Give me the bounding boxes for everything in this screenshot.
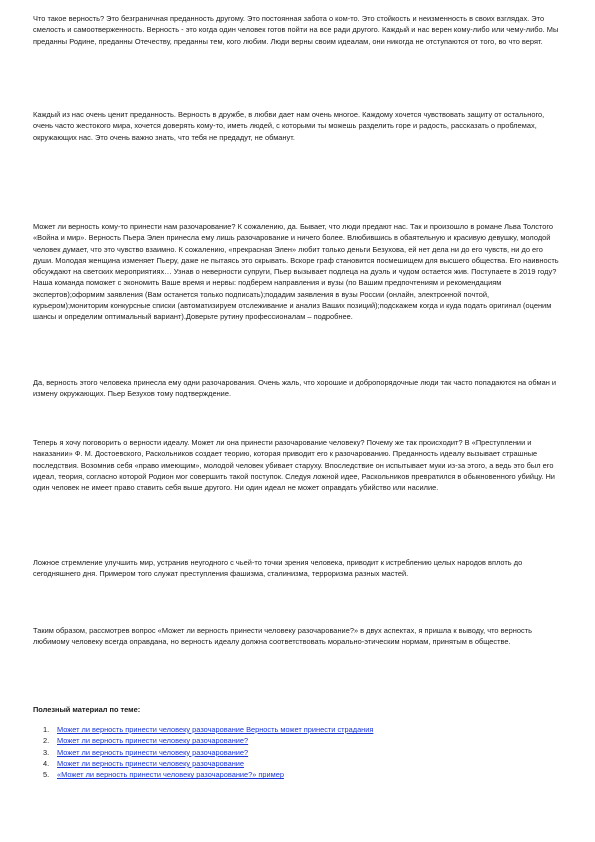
- paragraph-false-aspiration: Ложное стремление улучшить мир, устранив неугодного с чьей-то точки зрения человека, приводит к истреблению целых народов вплоть до сегодняшнего дня. Примером того служат преступления фашизма, сталинизма, терроризма разных мастей.: [33, 558, 523, 579]
- list-number: 1.: [43, 725, 50, 734]
- list-item: [33, 769, 373, 780]
- list-item: [33, 735, 373, 746]
- useful-link-4[interactable]: Может ли верность принести человеку разочарование: [57, 758, 245, 768]
- useful-link-3[interactable]: Может ли верность принести человеку разочарование?: [57, 747, 249, 757]
- useful-material-heading: Полезный материал по теме:: [33, 705, 141, 714]
- paragraph-war-and-peace: Может ли верность кому-то принести нам разочарование? К сожалению, да. Бывает, что люди предают нас. Так и произошло в романе Льва Толстого «Война и мир». Верность Пьера Элен принесла ему лишь разочарование и ничего более. Влюбившись в обаятельную и красивую девушку, молодой человек думает, что это чувство взаимно. К сожалению, «прекрасная Элен» любит только деньги Безухова, ей нет дела ни до его чувств, ни до его души. Молодая женщина изменяет Пьеру, даже не пытаясь это скрывать. Вскоре граф становится посмешищем для высшего общества. Его наивность обсуждают на светских мероприятиях… Узнав о неверности супруги, Пьер вызывает подлеца на дуэль и чудом остается жив. Поступаете в 2019 году? Наша команда поможет с экономить Ваше время и нервы: подберем направления и вузы (по Вашим предпочтениям и рекомендациям экспертов);оформим заявления (Вам останется только подписать);подадим заявления в вузы России (онлайн, электронной почтой, курьером);мониторим конкурсные списки (автоматизируем отслеживание и анализ Ваших позиций);подскажем когда и куда подать оригинал (оценим шансы и определим оптимальный вариант).Доверьте рутину профессионалам – подробнее.: [33, 222, 559, 321]
- paragraph-conclusion: Таким образом, рассмотрев вопрос «Может ли верность принести человеку разочарование?» в двух аспектах, я пришла к выводу, что верность любимому человеку всегда оправдана, но верность идеалу должна соответствовать морально-этическим нормам, принятым в обществе.: [33, 626, 532, 647]
- list-item: [33, 758, 373, 769]
- useful-links-list: [33, 724, 373, 780]
- list-number: 2.: [43, 736, 50, 746]
- list-number: 3.: [43, 747, 50, 757]
- list-number: 4.: [43, 758, 50, 768]
- useful-link-1[interactable]: Может ли верность принести человеку разочарование Верность может принести страдания: [57, 725, 374, 734]
- useful-link-2[interactable]: Может ли верность принести человеку разочарование?: [57, 736, 249, 746]
- list-item: [33, 747, 373, 758]
- useful-link-5[interactable]: «Может ли верность принести человеку разочарование?» пример: [57, 770, 284, 780]
- list-number: 5.: [43, 770, 50, 780]
- list-item: [33, 724, 373, 735]
- paragraph-pierre: Да, верность этого человека принесла ему одни разочарования. Очень жаль, что хорошие и добропорядочные люди так часто попадаются на обман и измену окружающих. Пьер Безухов тому подтверждение.: [33, 378, 557, 399]
- paragraph-intro: Что такое верность? Это безграничная преданность другому. Это постоянная забота о ком-то. Это стойкость и неизменность в своих взглядах. Это смелость и самоотверженность. Верность - это когда один человек готов пойти на все ради другого. Каждый и нас верен кому-либо или чему-либо. Мы преданны Родине, преданны Отечеству, преданны тем, кого любим. Люди верны своим идеалам, они никогда не отступаются от того, во что верят.: [33, 14, 559, 46]
- paragraph-devotion: Каждый из нас очень ценит преданность. Верность в дружбе, в любви дает нам очень многое. Каждому хочется чувствовать защиту от остального, очень часто жестокого мира, хочется доверять кому-то, иметь людей, с которыми ты можешь разделить горе и радость, рассказать о проблемах, окружающих нас. Это очень важно знать, что тебя не предадут, не обманут.: [33, 110, 545, 142]
- paragraph-ideal: Теперь я хочу поговорить о верности идеалу. Может ли она принести разочарование человеку? Почему же так происходит? В «Преступлении и наказании» Ф. М. Достоевского, Раскольников создает теорию, которая приводит его к разочарованию. Преданность идеалу вызывает страшные последствия. Возомнив себя «право имеющим», молодой человек убивает старуху. Впоследствие он испытывает муки из-за этого, а ведь это был его идеал, теория, согласно которой Родион мог совершить такой поступок. Следуя ложной идее, Раскольников превратился в обыкновенного убийцу. Ни один человек не имеет право ставить себя выше другого. Ни один идеал не может оправдать убийство или насилие.: [33, 438, 555, 492]
